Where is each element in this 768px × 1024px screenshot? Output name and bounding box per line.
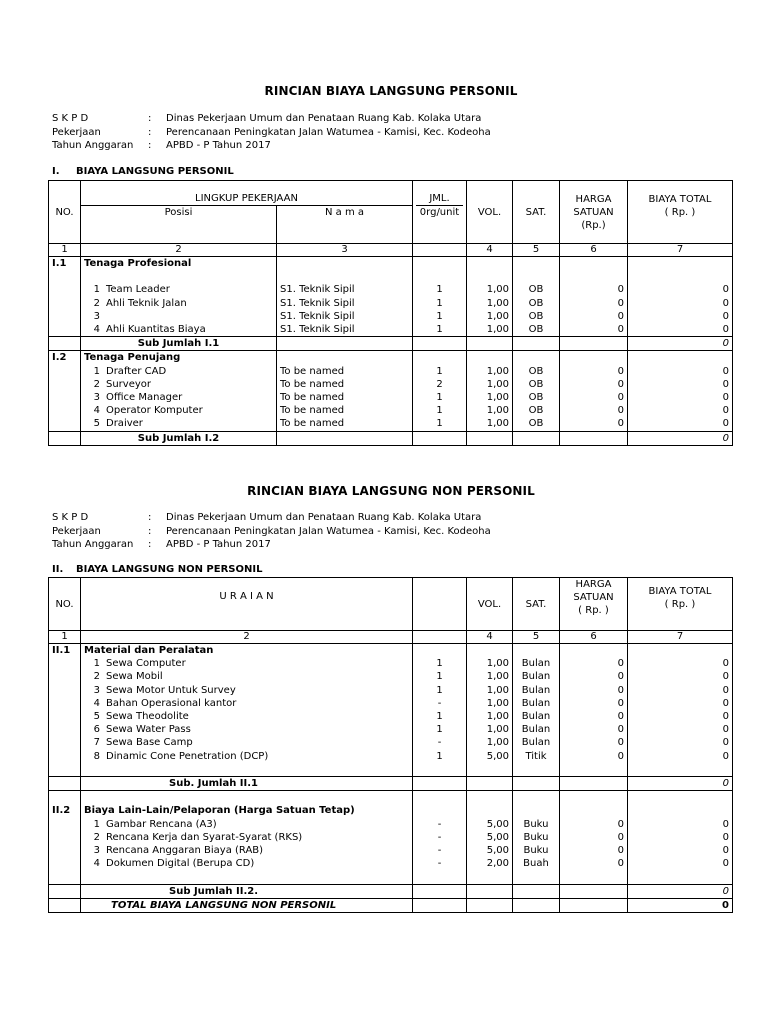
item-number: 5: [93, 711, 100, 723]
table-header-row: [49, 181, 733, 206]
item-number: 2: [93, 671, 100, 683]
grand-total-value: 0: [628, 898, 733, 912]
item-harga: 0: [560, 831, 628, 844]
table-row: [49, 310, 733, 323]
meta-colon: :: [148, 126, 152, 138]
item-sat: OB: [513, 378, 560, 391]
meta-row-skpd: [52, 511, 491, 525]
col-number: 5: [513, 631, 560, 644]
col-number: 3: [277, 244, 413, 257]
item-uraian: Dokumen Digital (Berupa CD): [106, 858, 255, 870]
item-harga: 0: [560, 323, 628, 337]
col-number: 7: [628, 244, 733, 257]
item-nama: To be named: [277, 404, 413, 417]
subtotal-row: [49, 337, 733, 351]
item-sat: Bulan: [513, 723, 560, 736]
header-harga-line3: (Rp.): [581, 219, 606, 231]
item-harga: 0: [560, 391, 628, 404]
item-sat: Buku: [513, 831, 560, 844]
table-row: [49, 365, 733, 378]
table-row: [49, 844, 733, 857]
item-total: 0: [628, 818, 733, 831]
item-harga: 0: [560, 684, 628, 697]
item-total: 0: [628, 657, 733, 670]
item-vol: 1,00: [467, 404, 513, 417]
item-sat: Bulan: [513, 710, 560, 723]
item-jml: -: [413, 818, 467, 831]
meta-label: Pekerjaan: [52, 525, 101, 537]
item-sat: Bulan: [513, 670, 560, 683]
spacer-row: [49, 791, 733, 805]
item-jml: -: [413, 857, 467, 870]
meta-label: Pekerjaan: [52, 126, 101, 138]
item-vol: 5,00: [467, 844, 513, 857]
item-jml: 1: [413, 310, 467, 323]
item-number: 2: [93, 831, 100, 843]
item-number: 3: [93, 684, 100, 696]
subtotal-row: [49, 431, 733, 445]
item-jml: 1: [413, 417, 467, 431]
subtotal-value: 0: [628, 337, 733, 351]
grand-total-label: TOTAL BIAYA LANGSUNG NON PERSONIL: [81, 898, 413, 912]
item-total: 0: [628, 723, 733, 736]
item-vol: 1,00: [467, 657, 513, 670]
header-harga-line2: SATUAN: [573, 592, 614, 603]
item-posisi: Draiver: [106, 418, 143, 430]
item-total: 0: [628, 391, 733, 404]
item-posisi: Team Leader: [106, 284, 170, 296]
subtotal-label: Sub. Jumlah II.1: [81, 777, 413, 791]
item-total: 0: [628, 365, 733, 378]
item-total: 0: [628, 310, 733, 323]
item-sat: Bulan: [513, 736, 560, 749]
table-row: [49, 417, 733, 431]
item-nama: S1. Teknik Sipil: [277, 310, 413, 323]
item-jml: 2: [413, 378, 467, 391]
header-no: NO.: [49, 578, 81, 631]
item-uraian: Sewa Mobil: [106, 671, 163, 683]
item-harga: 0: [560, 378, 628, 391]
item-uraian: Dinamic Cone Penetration (DCP): [106, 750, 269, 762]
meta-value: APBD - P Tahun 2017: [166, 140, 271, 151]
item-jml: 1: [413, 670, 467, 683]
item-total: 0: [628, 297, 733, 310]
table-row: [49, 750, 733, 763]
header-harga-line1: HARGA: [575, 579, 612, 590]
col-number: 4: [467, 244, 513, 257]
section-number: I.: [52, 166, 60, 177]
item-nama: To be named: [277, 365, 413, 378]
item-sat: Buku: [513, 818, 560, 831]
item-harga: 0: [560, 697, 628, 710]
item-sat: Buku: [513, 844, 560, 857]
item-vol: 1,00: [467, 297, 513, 310]
item-harga: 0: [560, 857, 628, 870]
item-harga: 0: [560, 404, 628, 417]
item-sat: OB: [513, 297, 560, 310]
item-number: 2: [93, 297, 100, 309]
item-vol: 1,00: [467, 310, 513, 323]
header-jml-line2: 0rg/unit: [416, 205, 463, 219]
item-number: 1: [93, 365, 100, 377]
header-biaya-line1: BIAYA TOTAL: [648, 585, 712, 597]
item-uraian: Rencana Anggaran Biaya (RAB): [106, 845, 264, 857]
section2-title: RINCIAN BIAYA LANGSUNG NON PERSONIL: [247, 484, 535, 498]
meta-row-pekerjaan: [52, 126, 491, 140]
item-sat: OB: [513, 365, 560, 378]
meta-row-skpd: [52, 112, 491, 126]
header-biaya-line2: ( Rp. ): [664, 206, 696, 218]
item-jml: 1: [413, 365, 467, 378]
item-harga: 0: [560, 670, 628, 683]
item-number: 8: [93, 750, 100, 762]
item-sat: OB: [513, 404, 560, 417]
item-number: 1: [93, 658, 100, 670]
item-number: 2: [93, 378, 100, 390]
header-jml: [413, 181, 467, 244]
header-sat: SAT.: [513, 578, 560, 631]
item-number: 3: [93, 310, 100, 322]
item-posisi: Drafter CAD: [106, 365, 167, 377]
item-jml: -: [413, 736, 467, 749]
col-number: [413, 244, 467, 257]
header-uraian: U R A I A N: [81, 578, 413, 631]
subtotal-row: [49, 777, 733, 791]
item-jml: 1: [413, 323, 467, 337]
item-jml: 1: [413, 657, 467, 670]
item-jml: 1: [413, 391, 467, 404]
subtotal-label: Sub Jumlah II.2.: [81, 884, 413, 898]
item-jml: 1: [413, 404, 467, 417]
item-vol: 1,00: [467, 391, 513, 404]
item-total: 0: [628, 736, 733, 749]
header-biaya: [628, 181, 733, 244]
table-row: [49, 697, 733, 710]
table-row: [49, 283, 733, 296]
item-sat: Bulan: [513, 697, 560, 710]
table-row: [49, 818, 733, 831]
spacer-row: [49, 270, 733, 283]
personil-table: [48, 180, 733, 446]
section1-meta: [52, 112, 491, 153]
header-sat: SAT.: [513, 181, 560, 244]
item-vol: 1,00: [467, 378, 513, 391]
meta-colon: :: [148, 512, 152, 523]
meta-row-tahun: [52, 538, 491, 552]
grand-total-row: [49, 898, 733, 912]
table-row: [49, 404, 733, 417]
non-personil-table: [48, 577, 733, 913]
subtotal-row: [49, 884, 733, 898]
item-uraian: Sewa Base Camp: [106, 737, 193, 749]
item-harga: 0: [560, 818, 628, 831]
col-number: 1: [49, 631, 81, 644]
item-posisi: Operator Komputer: [106, 405, 203, 417]
item-sat: Bulan: [513, 657, 560, 670]
item-number: 4: [93, 324, 100, 335]
item-uraian: Sewa Computer: [106, 658, 186, 670]
meta-label: S K P D: [52, 113, 89, 124]
meta-colon: :: [148, 140, 152, 151]
item-total: 0: [628, 831, 733, 844]
item-number: 4: [93, 405, 100, 417]
item-posisi: Ahli Kuantitas Biaya: [106, 324, 206, 335]
section1-heading: [52, 166, 234, 177]
item-number: 4: [93, 858, 100, 870]
item-vol: 1,00: [467, 736, 513, 749]
group-code: II.1: [49, 644, 81, 658]
meta-value: Dinas Pekerjaan Umum dan Penataan Ruang Kab. Kolaka Utara: [166, 512, 482, 523]
item-harga: 0: [560, 657, 628, 670]
item-harga: 0: [560, 365, 628, 378]
item-vol: 1,00: [467, 723, 513, 736]
item-posisi: Ahli Teknik Jalan: [106, 297, 187, 309]
table-row: [49, 684, 733, 697]
column-number-row: [49, 244, 733, 257]
header-lingkup: LINGKUP PEKERJAAN: [81, 181, 413, 206]
item-total: 0: [628, 417, 733, 431]
meta-colon: :: [148, 113, 152, 124]
table-row: [49, 670, 733, 683]
header-harga: [560, 181, 628, 244]
item-sat: Buah: [513, 857, 560, 870]
item-jml: 1: [413, 283, 467, 296]
item-number: 3: [93, 845, 100, 857]
item-posisi: Surveyor: [106, 378, 152, 390]
item-uraian: Sewa Motor Untuk Survey: [106, 684, 236, 696]
item-nama: S1. Teknik Sipil: [277, 323, 413, 337]
meta-colon: :: [148, 525, 152, 537]
header-vol: VOL.: [467, 181, 513, 244]
item-number: 1: [93, 818, 100, 830]
item-harga: 0: [560, 283, 628, 296]
item-sat: OB: [513, 283, 560, 296]
header-nama: N a m a: [277, 206, 413, 244]
table-row: [49, 723, 733, 736]
header-posisi: Posisi: [81, 206, 277, 244]
item-vol: 5,00: [467, 831, 513, 844]
group-name: Tenaga Penujang: [81, 351, 277, 365]
item-harga: 0: [560, 723, 628, 736]
item-jml: 1: [413, 710, 467, 723]
spacer-row: [49, 763, 733, 777]
item-posisi: Office Manager: [106, 392, 183, 404]
item-nama: S1. Teknik Sipil: [277, 297, 413, 310]
item-harga: 0: [560, 310, 628, 323]
section-heading-text: BIAYA LANGSUNG NON PERSONIL: [76, 564, 263, 575]
section2-meta: [52, 511, 491, 552]
meta-row-tahun: [52, 139, 491, 153]
item-total: 0: [628, 857, 733, 870]
item-vol: 1,00: [467, 697, 513, 710]
header-vol: VOL.: [467, 578, 513, 631]
col-number: 2: [81, 244, 277, 257]
group-code: II.2: [49, 804, 81, 817]
table-row: [49, 857, 733, 870]
item-sat: OB: [513, 417, 560, 431]
table-row: [49, 736, 733, 749]
item-number: 5: [93, 418, 100, 430]
group-name: Tenaga Profesional: [81, 257, 277, 271]
subtotal-value: 0: [628, 884, 733, 898]
item-vol: 1,00: [467, 417, 513, 431]
item-jml: 1: [413, 297, 467, 310]
item-number: 7: [93, 737, 100, 749]
item-jml: -: [413, 697, 467, 710]
col-number: 4: [467, 631, 513, 644]
item-vol: 5,00: [467, 818, 513, 831]
item-harga: 0: [560, 710, 628, 723]
item-nama: To be named: [277, 378, 413, 391]
meta-value: Dinas Pekerjaan Umum dan Penataan Ruang Kab. Kolaka Utara: [166, 113, 482, 124]
item-vol: 1,00: [467, 684, 513, 697]
item-uraian: Rencana Kerja dan Syarat-Syarat (RKS): [106, 831, 303, 843]
group-row: [49, 351, 733, 365]
item-total: 0: [628, 323, 733, 337]
item-total: 0: [628, 697, 733, 710]
table-row: [49, 378, 733, 391]
item-nama: To be named: [277, 417, 413, 431]
header-biaya-line2: ( Rp. ): [664, 598, 696, 610]
item-uraian: Sewa Water Pass: [106, 724, 191, 736]
group-code: I.2: [49, 351, 81, 365]
group-row: [49, 257, 733, 271]
header-harga: [560, 578, 628, 631]
header-harga-line3: ( Rp. ): [578, 605, 609, 616]
item-total: 0: [628, 750, 733, 763]
section-heading-text: BIAYA LANGSUNG PERSONIL: [76, 166, 234, 177]
item-nama: To be named: [277, 391, 413, 404]
item-uraian: Gambar Rencana (A3): [106, 818, 217, 830]
subtotal-label: Sub Jumlah I.1: [81, 337, 277, 351]
col-number: 5: [513, 244, 560, 257]
col-number: [413, 631, 467, 644]
meta-label: Tahun Anggaran: [52, 140, 134, 151]
item-jml: -: [413, 844, 467, 857]
meta-colon: :: [148, 539, 152, 550]
item-jml: -: [413, 831, 467, 844]
section1-title: RINCIAN BIAYA LANGSUNG PERSONIL: [264, 84, 518, 98]
item-vol: 5,00: [467, 750, 513, 763]
item-total: 0: [628, 404, 733, 417]
section2-heading: [52, 564, 262, 575]
meta-value: Perencanaan Peningkatan Jalan Watumea - Kamisi, Kec. Kodeoha: [166, 525, 491, 537]
table-row: [49, 657, 733, 670]
header-biaya: [628, 578, 733, 631]
table-header-row: [49, 578, 733, 631]
item-harga: 0: [560, 417, 628, 431]
item-uraian: Bahan Operasional kantor: [106, 697, 237, 709]
meta-label: S K P D: [52, 512, 89, 523]
col-number: 2: [81, 631, 413, 644]
item-total: 0: [628, 684, 733, 697]
meta-row-pekerjaan: [52, 525, 491, 539]
section-number: II.: [52, 564, 64, 575]
col-number: 6: [560, 244, 628, 257]
group-name: Biaya Lain-Lain/Pelaporan (Harga Satuan Tetap): [81, 804, 413, 817]
table-row: [49, 323, 733, 337]
spacer-row: [49, 870, 733, 884]
item-sat: Titik: [513, 750, 560, 763]
item-harga: 0: [560, 736, 628, 749]
item-sat: Bulan: [513, 684, 560, 697]
item-harga: 0: [560, 750, 628, 763]
item-vol: 1,00: [467, 365, 513, 378]
item-total: 0: [628, 670, 733, 683]
item-total: 0: [628, 844, 733, 857]
item-jml: 1: [413, 684, 467, 697]
header-harga-line1: HARGA: [575, 193, 612, 205]
col-number: 7: [628, 631, 733, 644]
subtotal-label: Sub Jumlah I.2: [81, 431, 277, 445]
item-sat: OB: [513, 323, 560, 337]
table-row: [49, 831, 733, 844]
group-row: [49, 644, 733, 658]
item-jml: 1: [413, 723, 467, 736]
item-number: 6: [93, 724, 100, 736]
header-biaya-line1: BIAYA TOTAL: [648, 193, 712, 205]
group-row: [49, 804, 733, 817]
subtotal-value: 0: [628, 431, 733, 445]
subtotal-value: 0: [628, 777, 733, 791]
col-number: 1: [49, 244, 81, 257]
meta-value: APBD - P Tahun 2017: [166, 539, 271, 550]
item-vol: 1,00: [467, 710, 513, 723]
item-number: 4: [93, 697, 100, 709]
item-jml: 1: [413, 750, 467, 763]
header-jml-line1: JML.: [429, 193, 450, 204]
item-vol: 2,00: [467, 857, 513, 870]
group-code: I.1: [49, 257, 81, 271]
table-row: [49, 391, 733, 404]
item-uraian: Sewa Theodolite: [106, 711, 189, 723]
item-vol: 1,00: [467, 323, 513, 337]
item-harga: 0: [560, 297, 628, 310]
header-harga-line2: SATUAN: [573, 206, 614, 218]
item-total: 0: [628, 378, 733, 391]
item-vol: 1,00: [467, 670, 513, 683]
header-no: NO.: [49, 181, 81, 244]
column-number-row: [49, 631, 733, 644]
item-number: 1: [93, 284, 100, 296]
item-sat: OB: [513, 310, 560, 323]
group-name: Material dan Peralatan: [81, 644, 413, 658]
table-row: [49, 297, 733, 310]
item-harga: 0: [560, 844, 628, 857]
item-total: 0: [628, 283, 733, 296]
meta-value: Perencanaan Peningkatan Jalan Watumea - Kamisi, Kec. Kodeoha: [166, 126, 491, 138]
item-number: 3: [93, 392, 100, 404]
item-nama: S1. Teknik Sipil: [277, 283, 413, 296]
table-row: [49, 710, 733, 723]
item-total: 0: [628, 710, 733, 723]
item-sat: OB: [513, 391, 560, 404]
meta-label: Tahun Anggaran: [52, 539, 134, 550]
col-number: 6: [560, 631, 628, 644]
item-vol: 1,00: [467, 283, 513, 296]
